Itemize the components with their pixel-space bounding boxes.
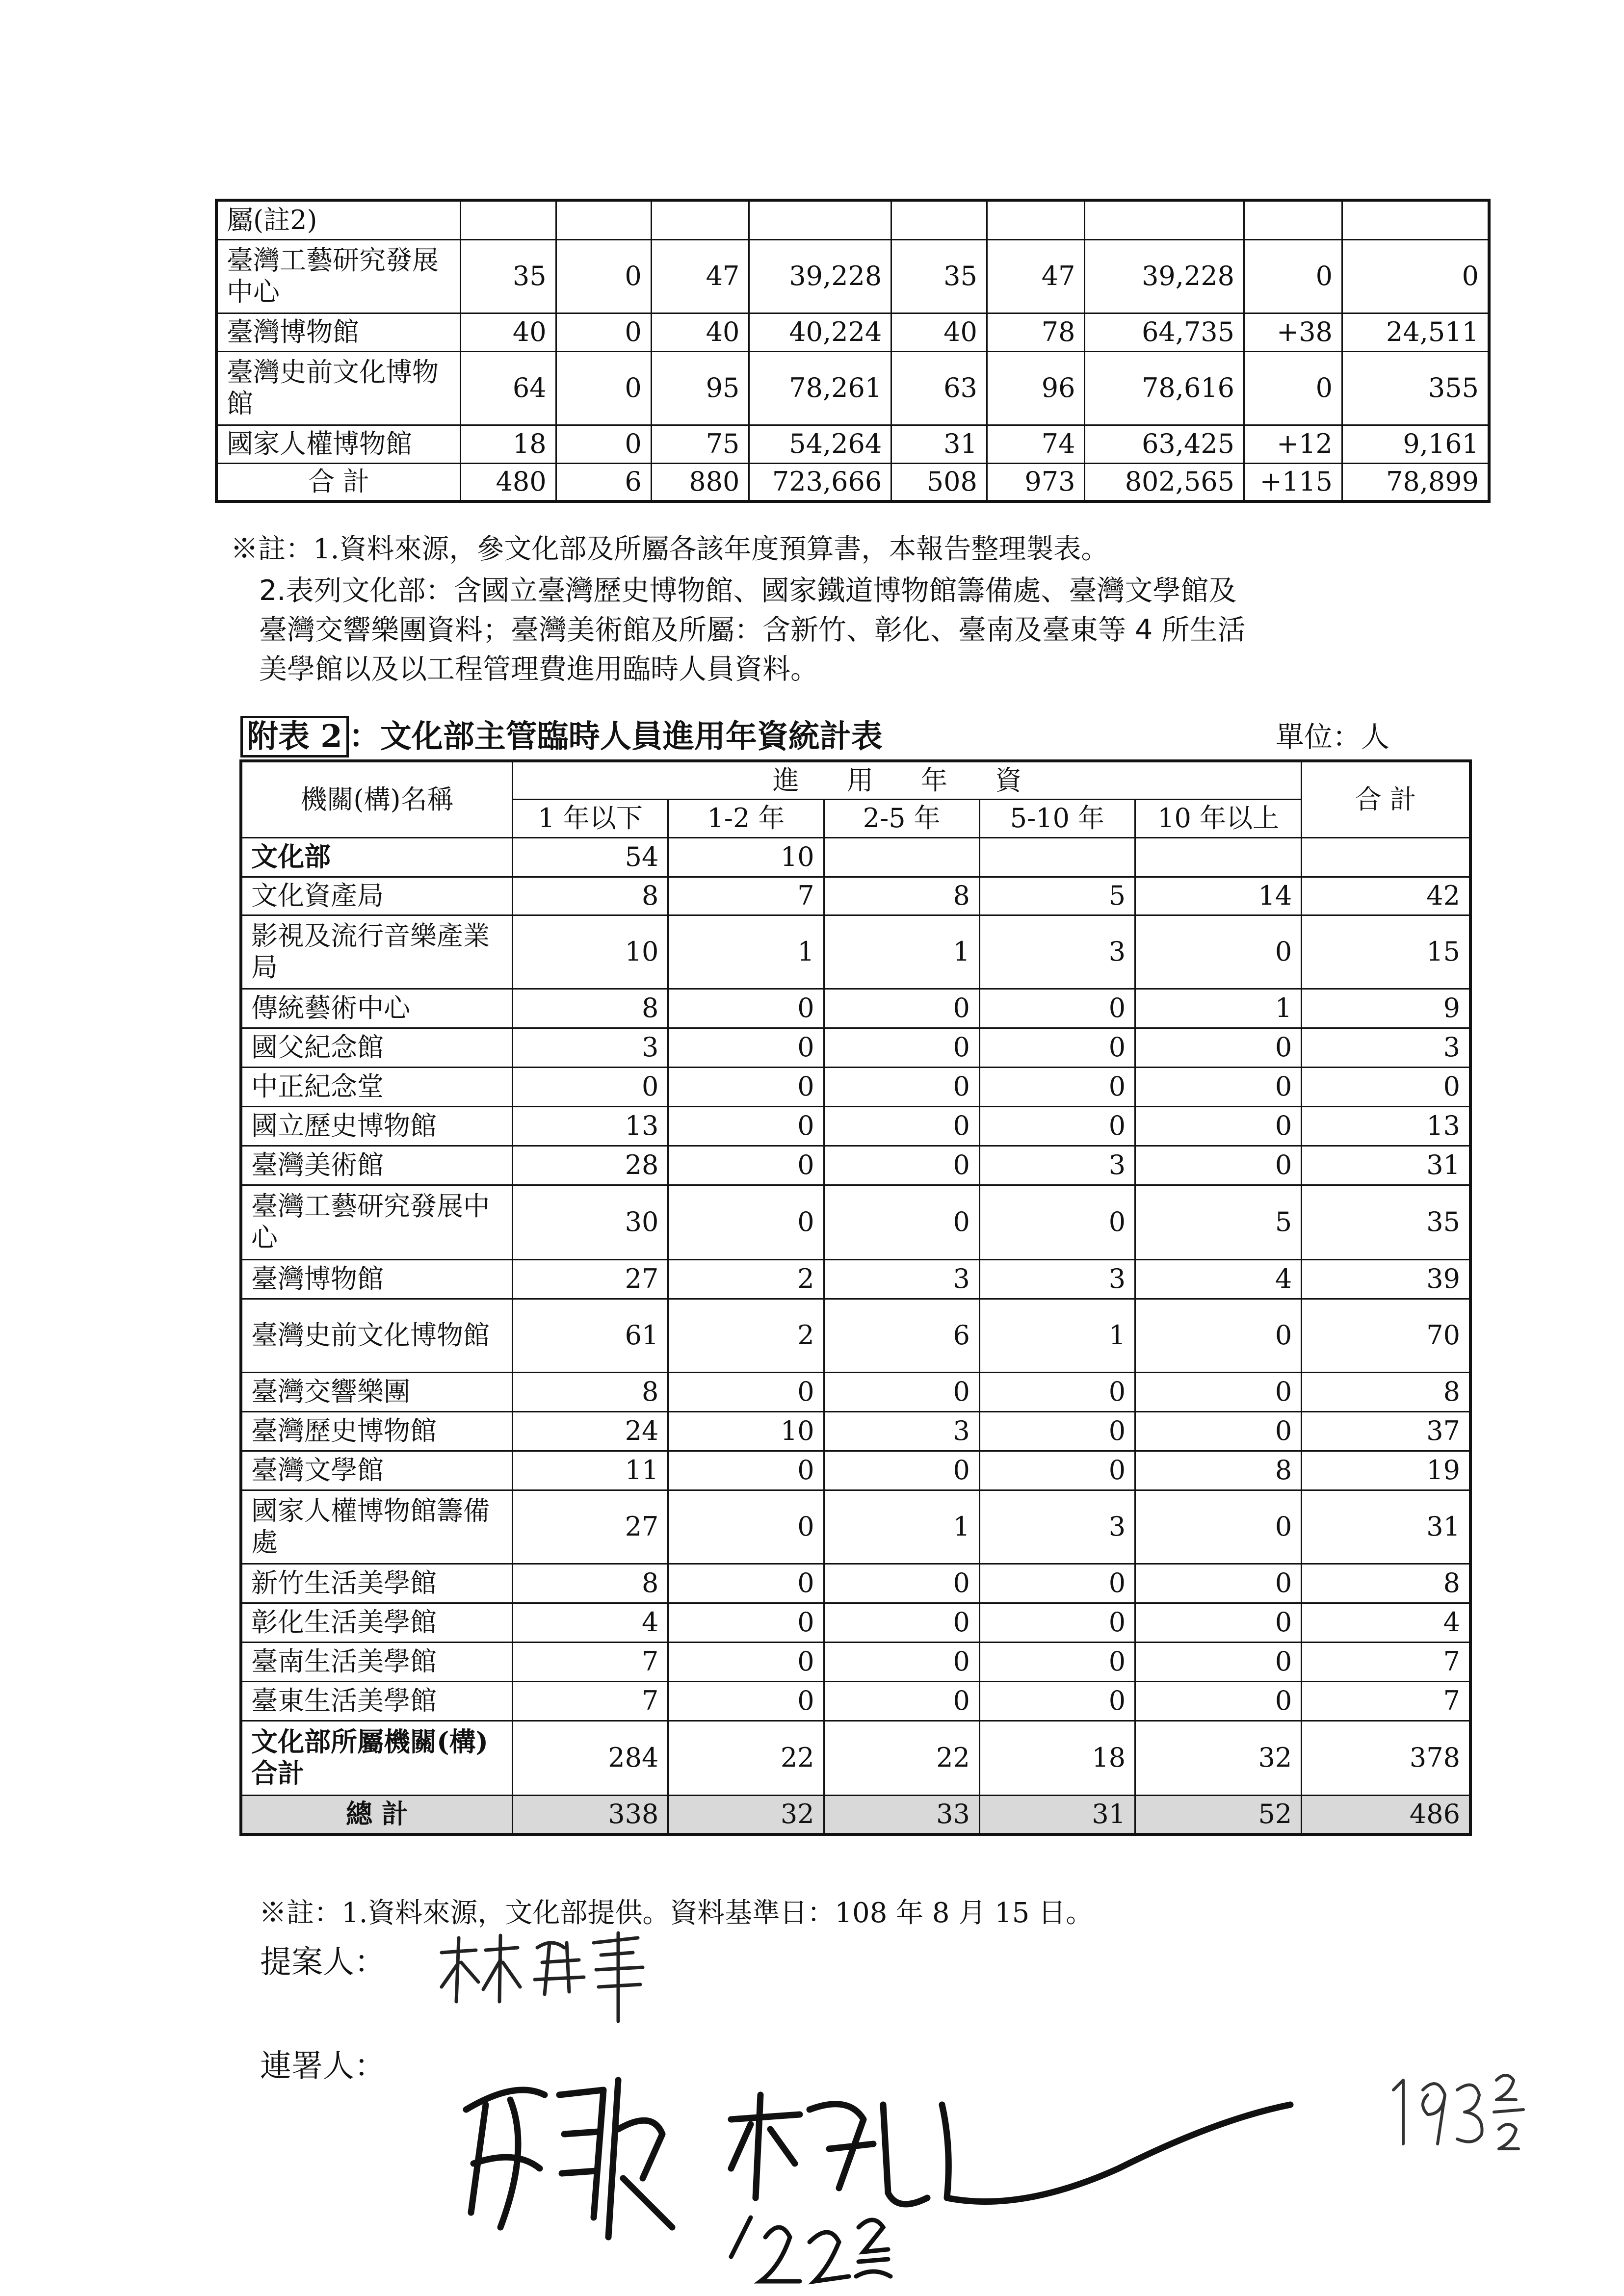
table-row xyxy=(241,1451,1470,1490)
cell: 723,666 xyxy=(749,463,891,501)
note-1-line-3: 臺灣交響樂團資料；臺灣美術館及所屬：含新竹、彰化、臺南及臺東等 4 所生活 xyxy=(259,614,1246,646)
cell: 18 xyxy=(979,1721,1135,1795)
cell: 0 xyxy=(1135,1490,1302,1564)
cell: 7 xyxy=(513,1681,668,1721)
row-name: 中正紀念堂 xyxy=(241,1067,513,1106)
cell: 0 xyxy=(979,1642,1135,1681)
cell: 2 xyxy=(668,1259,824,1299)
cell: 486 xyxy=(1302,1795,1470,1834)
cell: 0 xyxy=(979,1106,1135,1146)
cell: 0 xyxy=(824,1185,979,1259)
row-name: 影視及流行音樂產業局 xyxy=(241,915,513,989)
cell: 4 xyxy=(1135,1259,1302,1299)
cell: 5 xyxy=(1135,1185,1302,1259)
cell: 0 xyxy=(824,1451,979,1490)
table-row xyxy=(216,425,1489,463)
table-row xyxy=(216,200,1489,239)
cell: 70 xyxy=(1302,1299,1470,1372)
cell: 1 xyxy=(824,915,979,989)
cell: 0 xyxy=(1135,915,1302,989)
row-name: 臺南生活美學館 xyxy=(241,1642,513,1681)
cell: 63,425 xyxy=(1085,425,1244,463)
cell: 8 xyxy=(1135,1451,1302,1490)
cell: 32 xyxy=(1135,1721,1302,1795)
cell: 8 xyxy=(513,1564,668,1603)
cell: 0 xyxy=(1342,239,1489,313)
cell: 40 xyxy=(891,313,987,351)
cell: 10 xyxy=(668,1411,824,1451)
cell: 0 xyxy=(979,1028,1135,1067)
row-name: 文化部 xyxy=(241,837,513,877)
row-name: 彰化生活美學館 xyxy=(241,1603,513,1642)
table-row xyxy=(241,1185,1470,1259)
row-name: 臺灣工藝研究發展中心 xyxy=(216,239,460,313)
table-2-title-text: ：文化部主管臨時人員進用年資統計表 xyxy=(348,718,883,755)
cell xyxy=(749,200,891,239)
table-row xyxy=(241,1411,1470,1451)
cell: 78,261 xyxy=(749,351,891,425)
cell: 0 xyxy=(1135,1411,1302,1451)
cell: 3 xyxy=(824,1411,979,1451)
proposer-label: 提案人： xyxy=(260,1944,386,1981)
cell: 64 xyxy=(460,351,556,425)
cell: 33 xyxy=(824,1795,979,1834)
row-name: 臺灣史前文化博物館 xyxy=(216,351,460,425)
column-header: 1-2 年 xyxy=(668,799,824,837)
table-row xyxy=(241,1564,1470,1603)
cell: 40 xyxy=(460,313,556,351)
cell: 40,224 xyxy=(749,313,891,351)
cell: 10 xyxy=(513,915,668,989)
cell: 54 xyxy=(513,837,668,877)
cell: 39,228 xyxy=(1085,239,1244,313)
cell: 0 xyxy=(824,1106,979,1146)
cell: 30 xyxy=(513,1185,668,1259)
table-row xyxy=(241,1067,1470,1106)
cell: 22 xyxy=(668,1721,824,1795)
cell: 3 xyxy=(979,915,1135,989)
cell: 35 xyxy=(891,239,987,313)
proposer-signature-image xyxy=(432,1928,657,2026)
column-header: 5-10 年 xyxy=(979,799,1135,837)
cell: 63 xyxy=(891,351,987,425)
table-row xyxy=(241,1299,1470,1372)
cell: 0 xyxy=(1135,1299,1302,1372)
row-name: 國立歷史博物館 xyxy=(241,1106,513,1146)
cell: 13 xyxy=(513,1106,668,1146)
cell: 78,616 xyxy=(1085,351,1244,425)
table-row xyxy=(241,915,1470,989)
table-2-title-label: 附表 2 xyxy=(240,716,349,757)
cell: 0 xyxy=(979,989,1135,1028)
cell: 0 xyxy=(824,1028,979,1067)
row-name: 合 計 xyxy=(216,463,460,501)
cell xyxy=(1302,837,1470,877)
cell: 0 xyxy=(824,1146,979,1185)
cell: 0 xyxy=(1135,1106,1302,1146)
cell: 7 xyxy=(1302,1681,1470,1721)
cell: 4 xyxy=(1302,1603,1470,1642)
cell: 24 xyxy=(513,1411,668,1451)
cell: 0 xyxy=(668,1067,824,1106)
cell: 31 xyxy=(1302,1490,1470,1564)
cell xyxy=(651,200,749,239)
note-2-line-1: ※註：1.資料來源，文化部提供。資料基準日：108 年 8 月 15 日。 xyxy=(259,1897,1094,1929)
cell: 64,735 xyxy=(1085,313,1244,351)
cell: 0 xyxy=(824,1067,979,1106)
cell: 9,161 xyxy=(1342,425,1489,463)
table-row xyxy=(241,1106,1470,1146)
cell: 42 xyxy=(1302,877,1470,915)
cell: 0 xyxy=(556,313,651,351)
header-row xyxy=(241,761,1470,799)
cell: 0 xyxy=(668,1451,824,1490)
cell: 0 xyxy=(668,1106,824,1146)
cell: 11 xyxy=(513,1451,668,1490)
row-name: 總 計 xyxy=(241,1795,513,1834)
row-name: 國家人權博物館籌備處 xyxy=(241,1490,513,1564)
cell: 0 xyxy=(1135,1067,1302,1106)
cell: 78,899 xyxy=(1342,463,1489,501)
cell: 8 xyxy=(1302,1564,1470,1603)
cell: 0 xyxy=(979,1411,1135,1451)
cell: 24,511 xyxy=(1342,313,1489,351)
header-total: 合 計 xyxy=(1302,761,1470,837)
cell: +38 xyxy=(1244,313,1342,351)
cell xyxy=(1244,200,1342,239)
cosigner-label: 連署人： xyxy=(260,2048,386,2085)
cell: 0 xyxy=(979,1564,1135,1603)
page-mark-image xyxy=(1384,2061,1550,2178)
cell: 8 xyxy=(1302,1372,1470,1411)
cell xyxy=(556,200,651,239)
header-group: 進 用 年 資 xyxy=(513,761,1302,799)
cell: 0 xyxy=(979,1603,1135,1642)
cell: 7 xyxy=(668,877,824,915)
row-name: 臺灣交響樂團 xyxy=(241,1372,513,1411)
cell: 22 xyxy=(824,1721,979,1795)
cell: 0 xyxy=(979,1372,1135,1411)
cell: 6 xyxy=(824,1299,979,1372)
cell: 47 xyxy=(651,239,749,313)
row-name: 臺灣歷史博物館 xyxy=(241,1411,513,1451)
row-name: 新竹生活美學館 xyxy=(241,1564,513,1603)
cell: 0 xyxy=(979,1185,1135,1259)
cell: 3 xyxy=(513,1028,668,1067)
cell: 7 xyxy=(1302,1642,1470,1681)
cell: 2 xyxy=(668,1299,824,1372)
cell: 0 xyxy=(1244,239,1342,313)
table-row xyxy=(216,239,1489,313)
cell: 31 xyxy=(891,425,987,463)
cell: +115 xyxy=(1244,463,1342,501)
cell: 1 xyxy=(1135,989,1302,1028)
cell: 27 xyxy=(513,1490,668,1564)
row-name: 傳統藝術中心 xyxy=(241,989,513,1028)
table-row-subtotal xyxy=(241,1721,1470,1795)
cell: 8 xyxy=(824,877,979,915)
cell: 0 xyxy=(824,1564,979,1603)
unit-label: 單位：人 xyxy=(1276,720,1390,754)
cell: 0 xyxy=(668,1146,824,1185)
row-name: 文化部所屬機關(構)合計 xyxy=(241,1721,513,1795)
cell: 8 xyxy=(513,1372,668,1411)
cell: 0 xyxy=(824,1372,979,1411)
row-name: 屬(註2) xyxy=(216,200,460,239)
row-name: 臺灣文學館 xyxy=(241,1451,513,1490)
cell: 28 xyxy=(513,1146,668,1185)
row-name: 臺灣博物館 xyxy=(216,313,460,351)
cell xyxy=(891,200,987,239)
table-row xyxy=(241,1372,1470,1411)
table-row xyxy=(241,837,1470,877)
cell: 0 xyxy=(1135,1028,1302,1067)
table-2-title xyxy=(240,711,883,757)
table-row xyxy=(241,1490,1470,1564)
cell: 802,565 xyxy=(1085,463,1244,501)
cell: 39,228 xyxy=(749,239,891,313)
cell: 0 xyxy=(824,1681,979,1721)
cell: 19 xyxy=(1302,1451,1470,1490)
cell: 0 xyxy=(1135,1564,1302,1603)
cell: 973 xyxy=(987,463,1085,501)
cell xyxy=(1085,200,1244,239)
cell: 9 xyxy=(1302,989,1470,1028)
cell: 47 xyxy=(987,239,1085,313)
note-1-line-4: 美學館以及以工程管理費進用臨時人員資料。 xyxy=(259,653,818,685)
column-header: 1 年以下 xyxy=(513,799,668,837)
cell: 0 xyxy=(668,1185,824,1259)
cell: 6 xyxy=(556,463,651,501)
table-row xyxy=(216,313,1489,351)
row-name: 臺灣美術館 xyxy=(241,1146,513,1185)
cell: 27 xyxy=(513,1259,668,1299)
cell: 0 xyxy=(668,1028,824,1067)
cell: 284 xyxy=(513,1721,668,1795)
row-name: 文化資產局 xyxy=(241,877,513,915)
cell: 1 xyxy=(824,1490,979,1564)
cell: 0 xyxy=(668,1372,824,1411)
table-row xyxy=(241,1146,1470,1185)
cell: 1 xyxy=(979,1299,1135,1372)
cell: 0 xyxy=(556,239,651,313)
cell: 0 xyxy=(824,1642,979,1681)
row-name: 國父紀念館 xyxy=(241,1028,513,1067)
table-row xyxy=(241,1642,1470,1681)
note-1-line-1: ※註：1.資料來源，參文化部及所屬各該年度預算書，本報告整理製表。 xyxy=(231,533,1109,565)
table-row xyxy=(241,1259,1470,1299)
cell: 13 xyxy=(1302,1106,1470,1146)
cell: 0 xyxy=(1135,1642,1302,1681)
row-name: 臺東生活美學館 xyxy=(241,1681,513,1721)
cell: 378 xyxy=(1302,1721,1470,1795)
cell: 10 xyxy=(668,837,824,877)
cell: 4 xyxy=(513,1603,668,1642)
cell: 8 xyxy=(513,989,668,1028)
cell: 32 xyxy=(668,1795,824,1834)
cell xyxy=(987,200,1085,239)
row-name: 臺灣工藝研究發展中心 xyxy=(241,1185,513,1259)
cell: 54,264 xyxy=(749,425,891,463)
cell: 3 xyxy=(979,1146,1135,1185)
cell: 0 xyxy=(1135,1372,1302,1411)
cell: 18 xyxy=(460,425,556,463)
cell: 52 xyxy=(1135,1795,1302,1834)
cell xyxy=(1135,837,1302,877)
cell: 39 xyxy=(1302,1259,1470,1299)
table-row xyxy=(241,1028,1470,1067)
cell: 3 xyxy=(979,1259,1135,1299)
cell: 61 xyxy=(513,1299,668,1372)
cell: 7 xyxy=(513,1642,668,1681)
cell: 355 xyxy=(1342,351,1489,425)
cell: 0 xyxy=(1302,1067,1470,1106)
cell: 5 xyxy=(979,877,1135,915)
cell: 0 xyxy=(513,1067,668,1106)
row-name: 國家人權博物館 xyxy=(216,425,460,463)
cell: 35 xyxy=(1302,1185,1470,1259)
table-row xyxy=(241,989,1470,1028)
cosigner-signatures-image xyxy=(456,2051,1536,2296)
cell: 0 xyxy=(668,1490,824,1564)
table-row-total xyxy=(216,463,1489,501)
cell: 0 xyxy=(979,1681,1135,1721)
cell xyxy=(460,200,556,239)
cell: 3 xyxy=(1302,1028,1470,1067)
table-row xyxy=(216,351,1489,425)
cell: 37 xyxy=(1302,1411,1470,1451)
cell: 0 xyxy=(824,1603,979,1642)
table-row-grand-total xyxy=(241,1795,1470,1834)
cell: 96 xyxy=(987,351,1085,425)
cell: 338 xyxy=(513,1795,668,1834)
cell xyxy=(824,837,979,877)
cell: 0 xyxy=(668,1642,824,1681)
cell: 880 xyxy=(651,463,749,501)
cell: 8 xyxy=(513,877,668,915)
cell: 3 xyxy=(979,1490,1135,1564)
cell: 0 xyxy=(1135,1603,1302,1642)
cell: 480 xyxy=(460,463,556,501)
cell: 14 xyxy=(1135,877,1302,915)
table-staff-seniority xyxy=(239,759,1472,1836)
cell: 0 xyxy=(979,1067,1135,1106)
column-header: 2-5 年 xyxy=(824,799,979,837)
cell: 0 xyxy=(556,425,651,463)
table-budget-continuation xyxy=(215,199,1491,503)
row-name: 臺灣史前文化博物館 xyxy=(241,1299,513,1372)
cell: 0 xyxy=(1244,351,1342,425)
cell: 15 xyxy=(1302,915,1470,989)
column-header: 10 年以上 xyxy=(1135,799,1302,837)
cell: 95 xyxy=(651,351,749,425)
cell: 3 xyxy=(824,1259,979,1299)
cell: 0 xyxy=(668,1564,824,1603)
cell: 0 xyxy=(824,989,979,1028)
cell: 74 xyxy=(987,425,1085,463)
cell: 75 xyxy=(651,425,749,463)
cell xyxy=(979,837,1135,877)
cell: 78 xyxy=(987,313,1085,351)
cell: +12 xyxy=(1244,425,1342,463)
cell: 0 xyxy=(668,989,824,1028)
cell: 0 xyxy=(668,1603,824,1642)
note-1-line-2: 2.表列文化部：含國立臺灣歷史博物館、國家鐵道博物館籌備處、臺灣文學館及 xyxy=(259,574,1237,607)
table-row xyxy=(241,877,1470,915)
cell: 31 xyxy=(979,1795,1135,1834)
cell: 0 xyxy=(556,351,651,425)
row-name: 臺灣博物館 xyxy=(241,1259,513,1299)
cell: 1 xyxy=(668,915,824,989)
cell: 0 xyxy=(1135,1146,1302,1185)
cell: 35 xyxy=(460,239,556,313)
table-row xyxy=(241,1603,1470,1642)
cell: 40 xyxy=(651,313,749,351)
cell: 0 xyxy=(1135,1681,1302,1721)
cell: 0 xyxy=(979,1451,1135,1490)
cell: 508 xyxy=(891,463,987,501)
table-row xyxy=(241,1681,1470,1721)
cell: 0 xyxy=(668,1681,824,1721)
cell xyxy=(1342,200,1489,239)
cell: 31 xyxy=(1302,1146,1470,1185)
header-name: 機關(構)名稱 xyxy=(241,761,513,837)
